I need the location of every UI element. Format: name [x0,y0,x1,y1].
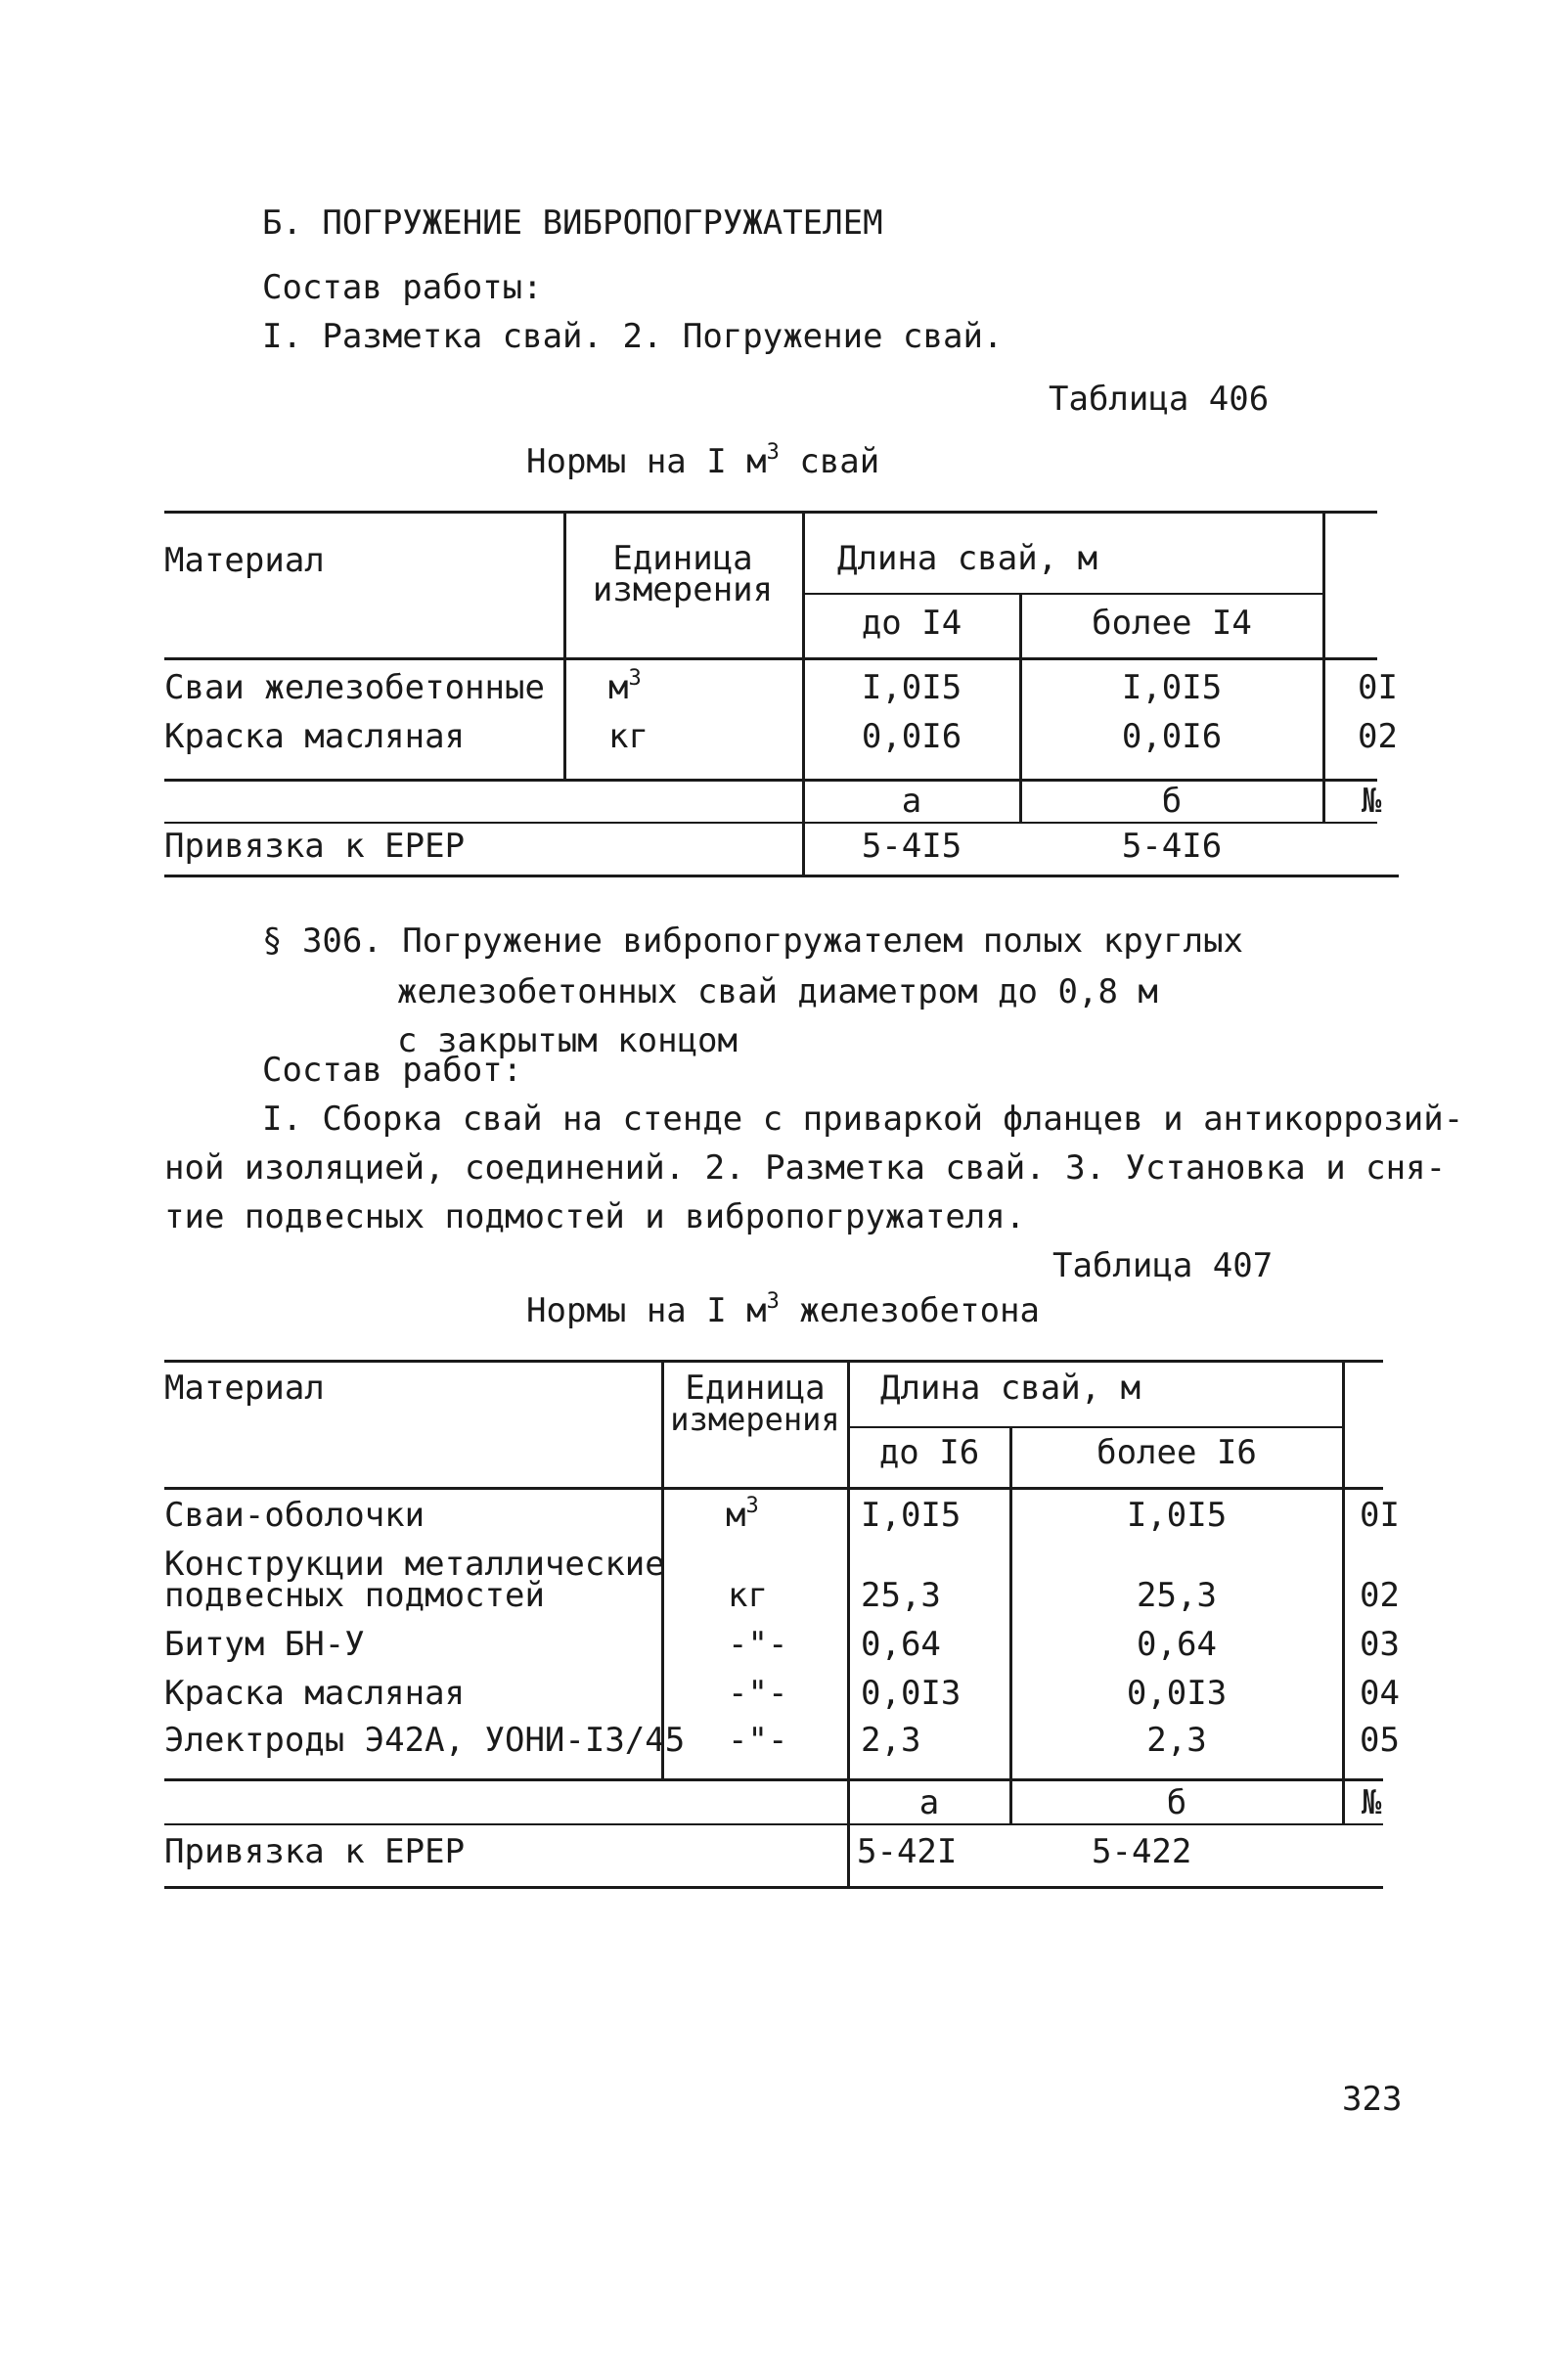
footer-code: № [1362,1783,1382,1822]
header-unit: измерения [670,1401,840,1438]
table-row-code: 0I [1360,1496,1400,1535]
table-row-value-b: 0,0I3 [1126,1674,1228,1713]
work-paragraph: I. Сборка свай на стенде с приваркой фланцев и антикоррозий- [262,1100,1464,1139]
table-row-unit: кг [728,1576,768,1615]
work-paragraph: ной изоляцией, соединений. 2. Разметка свай. 3. Установка и сня- [164,1148,1447,1188]
table-row-material: Электроды Э42А, УОНИ-I3/45 [164,1721,686,1760]
binding-value-b: 5-422 [1092,1832,1192,1871]
binding-label: Привязка к ЕРЕР [164,827,466,866]
table-row-material: Сваи-оболочки [164,1496,425,1535]
table-row-value-a: I,0I5 [861,668,962,707]
table-row-material: Битум БН-У [164,1625,365,1664]
table-row-code: 02 [1358,717,1398,756]
header-material: Материал [164,541,325,580]
table-row-unit: $м^3$ [608,666,642,707]
table-row-code: 05 [1360,1721,1400,1760]
table-row-unit: $м^3$ [726,1494,759,1535]
footer-col-a: а [918,1783,940,1822]
header-length: Длина свай, м [837,539,1098,578]
table-row-value-b: 25,3 [1137,1576,1217,1615]
footer-col-b: б [1166,1783,1187,1822]
table-row-unit: кг [608,717,649,756]
header-col-a: до I6 [878,1433,980,1472]
table-row-material: подвесных подмостей [164,1576,545,1615]
header-unit: Единица [685,1369,826,1408]
footer-col-a: а [901,782,922,821]
section-title: железобетонных свай диаметром до 0,8 м [397,972,1158,1011]
table-row-value-b: I,0I5 [1121,668,1223,707]
table-row-unit: -"- [728,1625,788,1664]
table-row-material: Краска масляная [164,717,466,756]
table-row-value-a: 0,64 [861,1625,941,1664]
work-composition-label: Состав работы: [262,268,543,307]
header-col-b: более I4 [1092,604,1252,643]
work-paragraph: тие подвесных подмостей и вибропогружателя. [164,1197,1026,1236]
table-row-material: Конструкции металлические [164,1545,665,1584]
table-row-value-a: I,0I5 [861,1496,962,1535]
section-title: § 306. Погружение вибропогружателем полых круглых [262,921,1244,961]
table-row-material: Краска масляная [164,1674,466,1713]
table-row-value-a: 0,0I6 [861,717,962,756]
table-caption: Нормы на I $м^3$ свай [526,440,880,481]
section-title: с закрытым концом [397,1021,738,1060]
table-row-code: 02 [1360,1576,1400,1615]
binding-value-b: 5-4I6 [1121,827,1223,866]
work-items: I. Разметка свай. 2. Погружение свай. [262,317,1004,356]
table-row-value-b: 0,64 [1137,1625,1217,1664]
table-number: Таблица 407 [1052,1246,1274,1285]
footer-code: № [1362,782,1382,821]
binding-label: Привязка к ЕРЕР [164,1832,466,1871]
table-row-unit: -"- [728,1721,788,1760]
binding-value-a: 5-4I5 [861,827,962,866]
table-caption: Нормы на I $м^3$ железобетона [526,1289,1040,1330]
table-row-value-a: 2,3 [861,1721,921,1760]
table-row-material: Сваи железобетонные [164,668,545,707]
header-unit: измерения [592,570,774,609]
table-number: Таблица 406 [1049,380,1270,419]
work-composition-label: Состав работ: [262,1051,523,1090]
table-row-code: 03 [1360,1625,1400,1664]
binding-value-a: 5-42I [857,1832,958,1871]
header-col-b: более I6 [1096,1433,1257,1472]
table-row-value-b: 0,0I6 [1121,717,1223,756]
table-row-code: 0I [1358,668,1398,707]
header-col-a: до I4 [861,604,962,643]
table-row-code: 04 [1360,1674,1400,1713]
header-length: Длина свай, м [880,1369,1141,1408]
page-number: 323 [1342,2080,1403,2119]
section-heading: Б. ПОГРУЖЕНИЕ ВИБРОПОГРУЖАТЕЛЕМ [262,203,883,243]
table-row-value-b: 2,3 [1146,1721,1207,1760]
header-material: Материал [164,1369,325,1408]
footer-col-b: б [1161,782,1183,821]
table-row-value-b: I,0I5 [1126,1496,1228,1535]
header-unit: Единица [612,539,753,578]
table-row-value-a: 25,3 [861,1576,941,1615]
table-row-value-a: 0,0I3 [861,1674,962,1713]
table-row-unit: -"- [728,1674,788,1713]
